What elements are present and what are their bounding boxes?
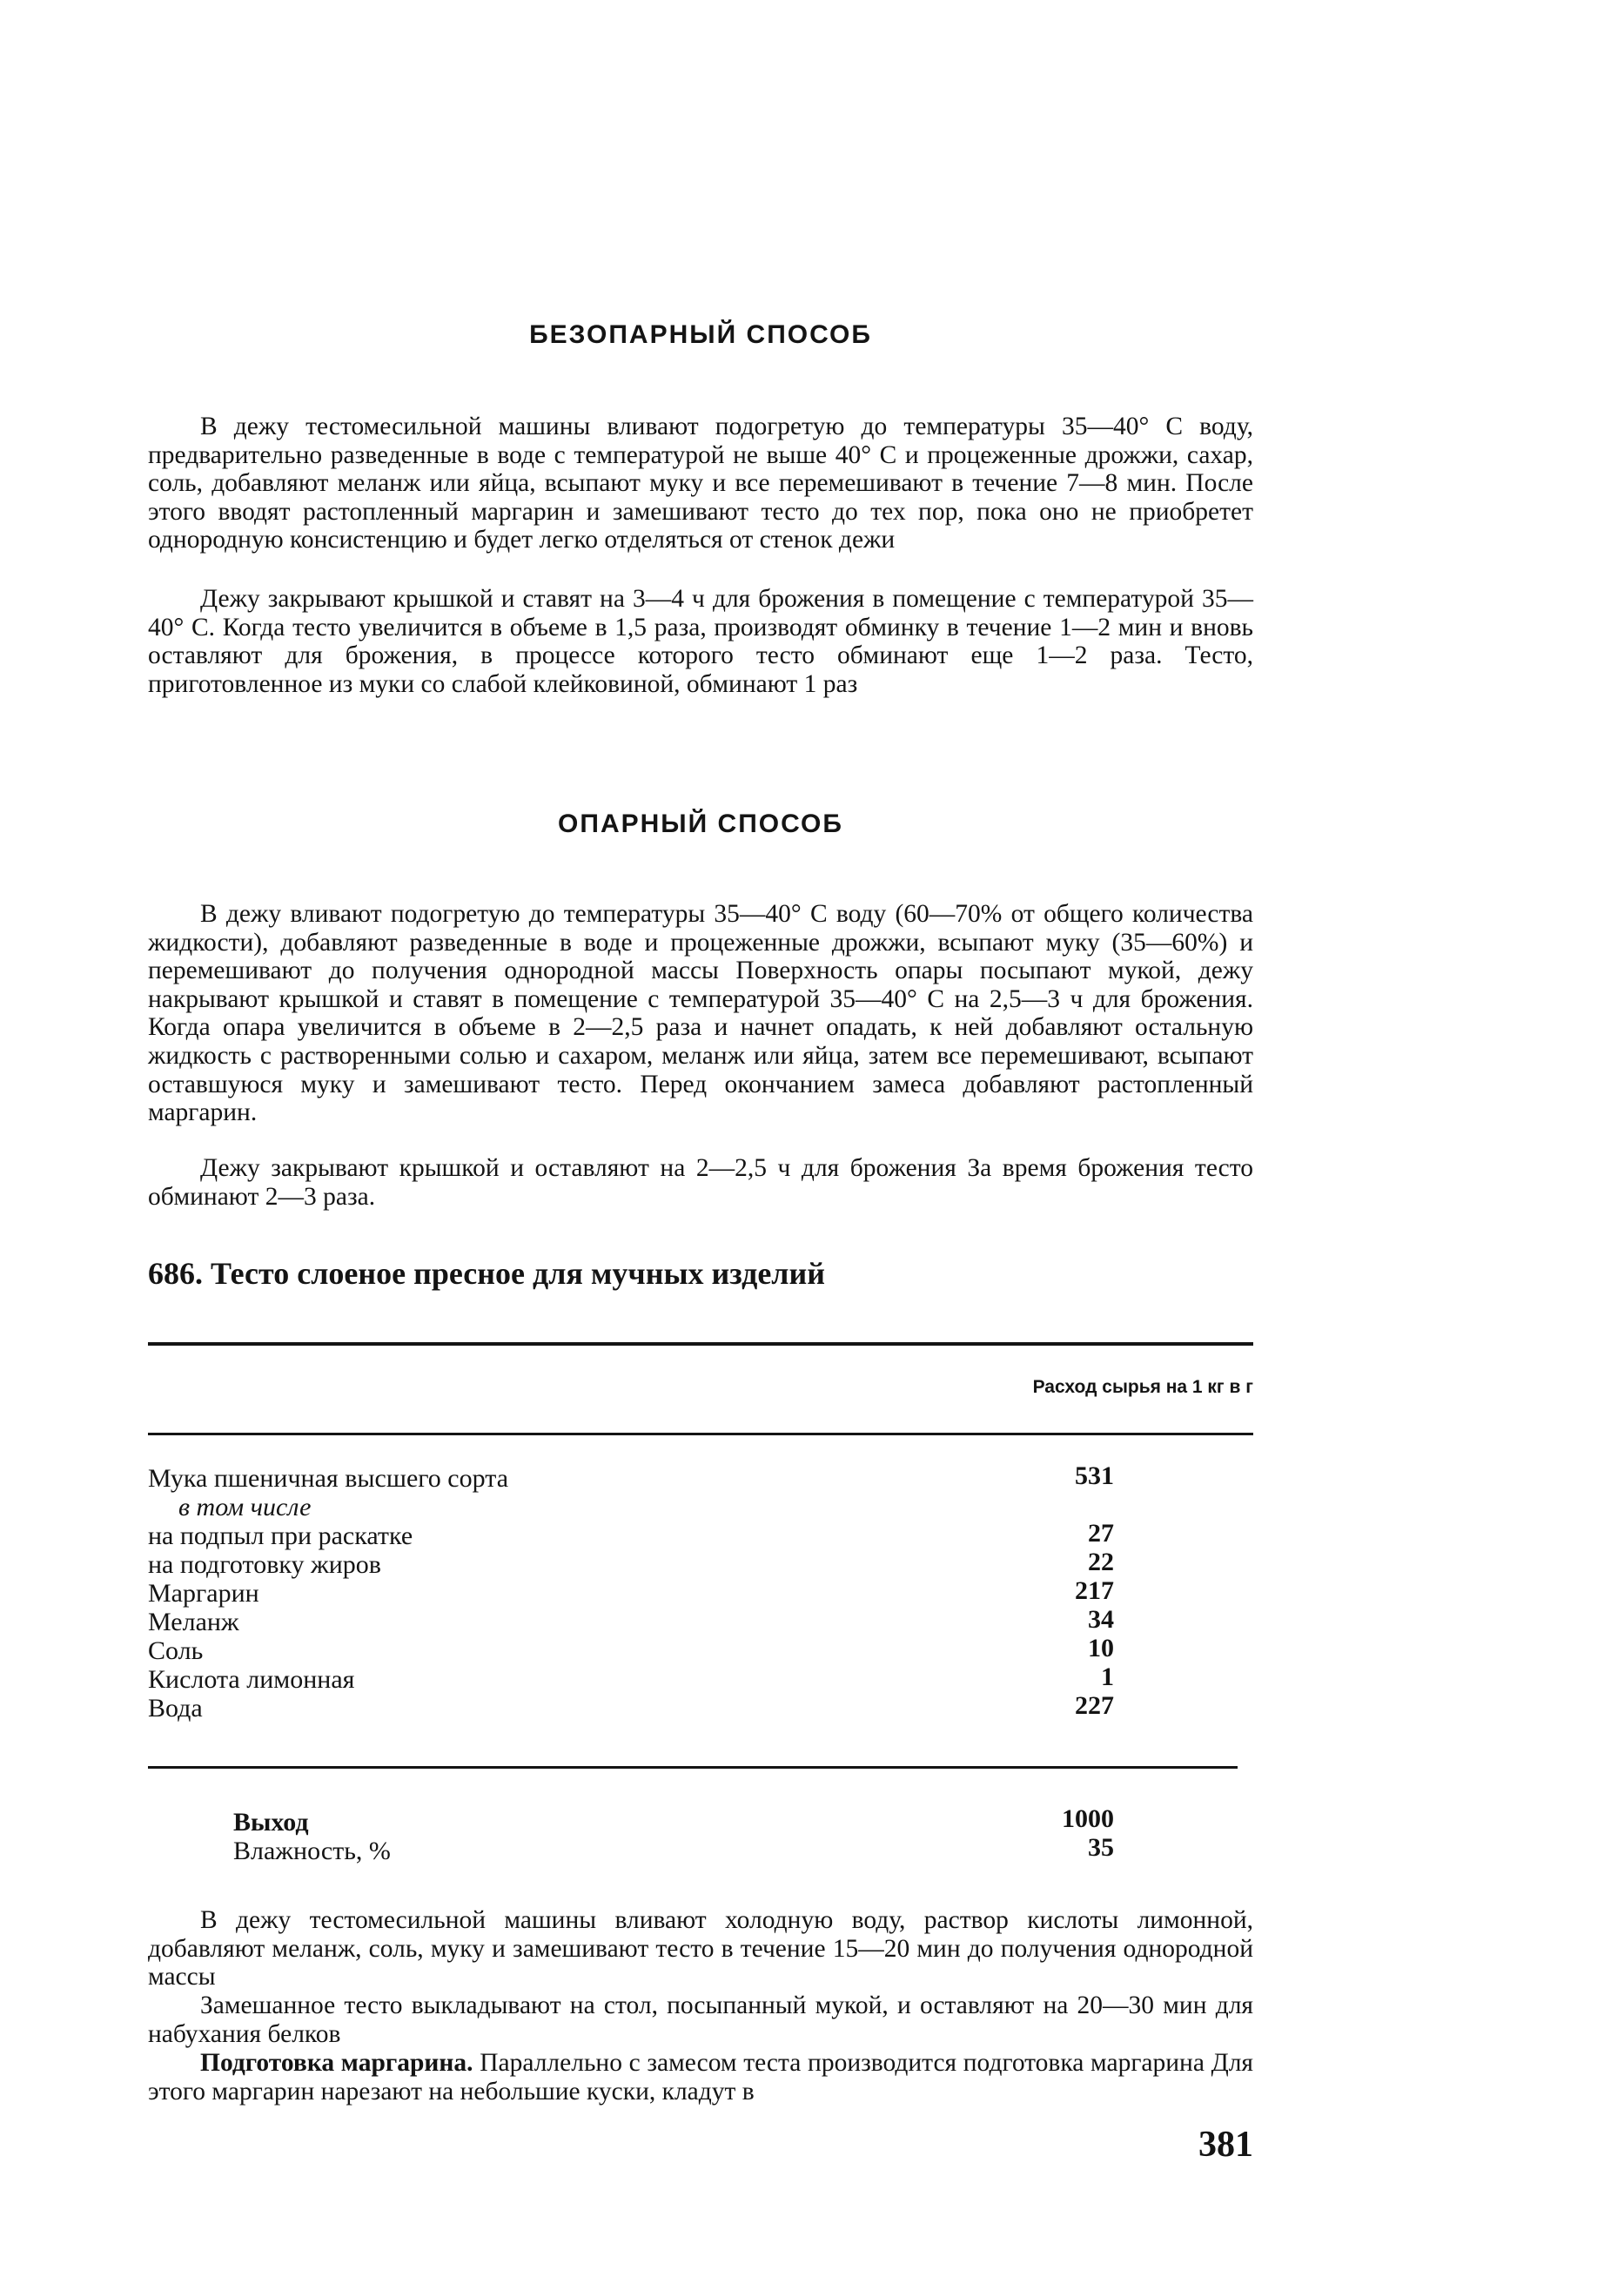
oparny-paragraph-1-text: В дежу вливают подогретую до температуры 35—40° С воду (60—70% от общего количества жидкости), добавляют разведенные в воде и процеженные дрожжи, всыпают муку (35—60%) и перемешивают до получения однородной массы Поверхность опары посыпают мукой, дежу накрывают крышкой и ставят в помещение с температурой 35—40° С на 2,5—3 ч для брожения. Когда опара увеличится в объеме в 2—2,5 раза и начнет опадать, к ней добавляют остальную жидкость с растворенными солью и сахаром, меланж или яйца, затем все перемешивают, всыпают оставшуюся муку и замешивают тесто. Перед окончанием замеса добавляют растопленный маргарин. [148,900,1253,1127]
ingredient-value: 227 [1075,1691,1114,1720]
closing-paragraph-1 [148,1906,1253,1992]
closing-paragraph-3 [148,2049,1253,2106]
ingredient-value: 34 [1088,1605,1114,1634]
oparny-paragraph-2-text: Дежу закрывают крышкой и оставляют на 2—2,5 ч для брожения За время брожения тесто обминают 2—3 раза. [148,1154,1253,1211]
oparny-paragraph-2 [148,1154,1253,1211]
ingredient-name: Маргарин [148,1579,259,1608]
moisture-label: Влажность, % [233,1837,391,1865]
ingredient-name: на подготовку жиров [148,1550,381,1579]
ingredient-name: Соль [148,1636,204,1665]
ingredient-value: 27 [1088,1519,1114,1548]
page-number: 381 [1198,2125,1253,2165]
ingredient-name: Меланж [148,1608,239,1636]
section-heading-oparny: ОПАРНЫЙ СПОСОБ [558,809,843,838]
closing-paragraph-1-text: В дежу тестомесильной машины вливают холодную воду, раствор кислоты лимонной, добавляют меланж, соль, муку и замешивают тесто в течение 15—20 мин до получения однородной массы [148,1906,1253,1992]
table-bottom-rule [148,1766,1238,1769]
ingredient-value: 1 [1101,1662,1114,1691]
ingredient-name: Кислота лимонная [148,1665,355,1694]
yield-value: 1000 [1062,1804,1114,1833]
yield-label: Выход [233,1808,309,1837]
ingredient-subheading: в том числе [178,1493,312,1521]
ingredient-value: 10 [1088,1634,1114,1662]
bezoparny-paragraph-1-text: В дежу тестомесильной машины вливают подогретую до температуры 35—40° С воду, предварительно разведенные в воде с температурой не выше 40° С и процеженные дрожжи, сахар, соль, добавляют меланж или яйца, всыпают муку и все перемешивают в течение 7—8 мин. После этого вводят растопленный маргарин и замешивают тесто до тех пор, пока оно не приобретет однородную консистенцию и будет легко отделяться от стенок дежи [148,413,1253,554]
recipe-title: 686. Тесто слоеное пресное для мучных изделий [148,1256,825,1291]
table-column-header: Расход сырья на 1 кг в г [1032,1377,1253,1397]
ingredient-value: 217 [1075,1576,1114,1605]
margarine-prep-title: Подготовка маргарина. [200,2049,473,2077]
table-header-rule [148,1433,1253,1435]
table-top-rule [148,1342,1253,1346]
closing-paragraph-2 [148,1992,1253,2048]
ingredient-value: 22 [1088,1548,1114,1576]
ingredient-name: Вода [148,1694,203,1723]
bezoparny-paragraph-2-text: Дежу закрывают крышкой и ставят на 3—4 ч для брожения в помещение с температурой 35—40° С. Когда тесто увеличится в объеме в 1,5 раза, производят обминку в течение 1—2 мин и вновь оставляют для брожения, в процессе которого тесто обминают еще 1—2 раза. Тесто, приготовленное из муки со слабой клейковиной, обминают 1 раз [148,585,1253,698]
ingredient-value: 531 [1075,1461,1114,1490]
section-heading-bezoparny: БЕЗОПАРНЫЙ СПОСОБ [529,320,872,349]
ingredient-name: на подпыл при раскатке [148,1521,413,1550]
oparny-paragraph-1 [148,900,1253,1127]
closing-paragraph-2-text: Замешанное тесто выкладывают на стол, посыпанный мукой, и оставляют на 20—30 мин для набухания белков [148,1992,1253,2048]
bezoparny-paragraph-2 [148,585,1253,698]
closing-paragraph-3-text: Параллельно с замесом теста производится подготовка маргарина Для этого маргарин нарезают на небольшие куски, кладут в [148,2049,1253,2106]
moisture-value: 35 [1088,1833,1114,1862]
bezoparny-paragraph-1 [148,413,1253,554]
ingredient-name: Мука пшеничная высшего сорта [148,1464,509,1493]
